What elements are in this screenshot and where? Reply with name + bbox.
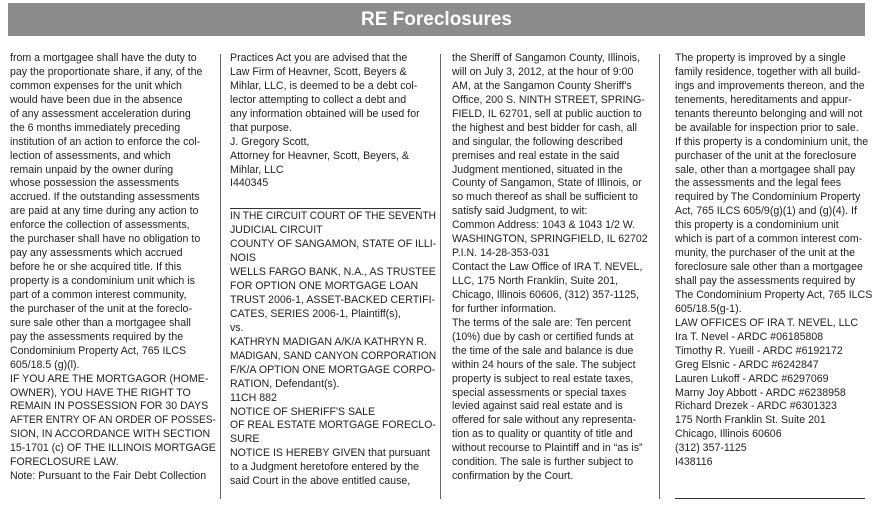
text-line: CATES, SERIES 2006-1, Plaintiff(s), [230, 307, 401, 320]
text-line: the assessments and the legal fees [675, 177, 842, 190]
text-line: I440345 [230, 177, 269, 190]
text-line: purchaser of the unit at the foreclosure [675, 149, 857, 162]
text-line: part of a common interest community, [10, 288, 187, 301]
text-line: special assessments or special taxes [452, 386, 627, 399]
text-line: confirmation by the Court. [452, 470, 574, 483]
text-line: F/K/A OPTION ONE MORTGAGE CORPO- [230, 363, 436, 376]
text-line: Mihlar, LLC, is deemed to be a debt col- [230, 79, 418, 92]
text-line: shall pay the assessments required by [675, 275, 856, 287]
text-line: the 6 months immediately preceding [10, 121, 181, 134]
text-line: the time of the sale and balance is due [452, 344, 634, 357]
text-line: pay the proportionate share, if any, of the [10, 65, 203, 78]
text-line: be available for inspection prior to sale. [675, 121, 859, 134]
text-line: Timothy R. Yueill - ARDC #6192172 [675, 344, 843, 357]
text-line: Marny Joy Abbott - ARDC #6238958 [675, 386, 846, 399]
text-line: tenements, hereditaments and appur- [675, 93, 852, 106]
text-line: Greg Elsnic - ARDC #6242847 [675, 358, 819, 371]
text-line: FORECLOSURE LAW. [10, 456, 119, 469]
text-line: MADIGAN, SAND CANYON CORPORATION [230, 349, 437, 362]
text-line: WASHINGTON, SPRINGFIELD, IL 62702 [452, 233, 648, 246]
text-line: will on July 3, 2012, at the hour of 9:00 [452, 65, 634, 78]
text-line: AFTER ENTRY OF AN ORDER OF POSSES- [10, 414, 216, 427]
text-line: (312) 357-1125 [675, 442, 747, 455]
text-line: so much thereof as shall be sufficient to [452, 191, 638, 204]
text-line: munity, the purchaser of the unit at the [675, 247, 856, 260]
text-line: I438116 [675, 456, 713, 469]
text-line: P.I.N. 14-28-353-031 [452, 247, 550, 260]
text-line: are paid at any time during any action to [10, 205, 199, 218]
text-line: lection of assessments, and which [10, 149, 171, 162]
text-line: FIELD, IL 62701, sell at public auction to [452, 107, 642, 120]
text-line: LAW OFFICES OF IRA T. NEVEL, LLC [675, 316, 859, 329]
text-line: levied against said real estate and is [452, 400, 623, 413]
text-line: sure sale other than a mortgagee shall [10, 316, 191, 329]
text-line: offered for sale without any representa- [452, 414, 637, 427]
text-line: tenants thereunto belonging and will not [675, 107, 863, 120]
text-line: Richard Drezek - ARDC #6301323 [675, 400, 837, 413]
text-line: If this property is a condominium unit, the [675, 135, 869, 148]
text-line: Note: Pursuant to the Fair Debt Collection [10, 470, 207, 483]
text-line: and singular, the following described [452, 135, 623, 148]
text-line: the highest and best bidder for cash, all [452, 121, 637, 134]
text-line: Condominium Property Act, 765 ILCS [10, 344, 187, 357]
text-line: the Sheriff of Sangamon County, Illinois, [452, 52, 641, 64]
text-line: The property is improved by a single [675, 52, 846, 64]
text-line: from a mortgagee shall have the duty to [10, 52, 197, 64]
text-line: the purchaser shall have no obligation to [10, 233, 201, 246]
text-line: within 24 hours of the sale. The subject [452, 358, 636, 371]
text-line: Chicago, Illinois 60606 [675, 428, 782, 441]
text-line: whose possession the assessments [10, 177, 179, 190]
column-divider [220, 54, 221, 499]
text-line: any information obtained will be used for [230, 107, 420, 120]
text-line: would have been due in the absence [10, 93, 183, 106]
text-line: common expenses for the unit which [10, 79, 182, 92]
text-line: The terms of the sale are: Ten percent [452, 316, 631, 329]
text-line: the purchaser of the unit at the foreclo- [10, 302, 192, 315]
text-line: this property is a condominium unit [675, 219, 839, 232]
text-line: (10%) due by cash or certified funds at [452, 330, 634, 343]
text-line: NOIS [230, 252, 256, 265]
text-line: FOR OPTION ONE MORTGAGE LOAN [230, 280, 419, 293]
text-line: JUDICIAL CIRCUIT [230, 224, 323, 237]
column-1 [10, 52, 216, 484]
column-divider [659, 54, 660, 499]
text-line: condition. The sale is further subject to [452, 456, 634, 469]
text-line: Attorney for Heavner, Scott, Beyers, & [230, 149, 409, 162]
text-line: tion as to quality or quantity of title and [452, 428, 633, 441]
text-line: 605/18.5 (g)(l). [10, 358, 80, 371]
text-line: vs. [230, 321, 244, 334]
text-line: institution of an action to enforce the col- [10, 135, 201, 148]
text-line: 15-1701 (c) OF THE ILLINOIS MORTGAGE [10, 442, 216, 455]
text-line: said Court in the above entitled cause, [230, 475, 411, 488]
text-line: KATHRYN MADIGAN A/K/A KATHRYN R. [230, 335, 428, 348]
column-2 [230, 52, 436, 489]
section-header [8, 3, 865, 36]
text-line: pay the assessments required by the [10, 330, 184, 343]
text-line: before he or she acquired title. If this [10, 261, 182, 274]
text-line: IF YOU ARE THE MORTGAGOR (HOME- [10, 372, 209, 385]
text-line: to a Judgment heretofore entered by the [230, 461, 420, 474]
column-3 [452, 52, 658, 484]
text-line: TRUST 2006-1, ASSET-BACKED CERTIFI- [230, 294, 436, 306]
text-line: property is subject to real estate taxes, [452, 372, 634, 385]
text-line: IN THE CIRCUIT COURT OF THE SEVENTH [230, 210, 437, 223]
text-line: Contact the Law Office of IRA T. NEVEL, [452, 261, 643, 274]
column-divider [440, 54, 441, 499]
text-line: accrued. If the outstanding assessments [10, 191, 200, 204]
text-line: Mihlar, LLC [230, 163, 284, 176]
text-line: Act, 765 ILCS 605/9(g)(1) and (g)(4). If [675, 205, 857, 218]
text-line: 605/18.5(g-1). [675, 302, 742, 315]
text-line: OF REAL ESTATE MORTGAGE FORECLO- [230, 419, 436, 432]
section-title: RE Foreclosures [361, 8, 512, 30]
text-line: satisfy said Judgment, to wit: [452, 205, 588, 218]
column-4 [675, 52, 874, 470]
text-line: 11CH 882 [230, 391, 277, 404]
text-line: Judgment mentioned, situated in the [452, 163, 623, 176]
text-line: ings and improvements thereon, and the [675, 79, 865, 92]
text-line: Office, 200 S. NINTH STREET, SPRING- [452, 93, 645, 106]
text-line: 175 North Franklin St. Suite 201 [675, 414, 826, 427]
text-line: LLC, 175 North Franklin, Suite 201, [452, 275, 619, 287]
text-line: Lauren Lukoff - ARDC #6297069 [675, 372, 829, 385]
text-line: enforce the collection of assessments, [10, 219, 190, 232]
notice-separator [230, 208, 421, 209]
text-line: that purpose. [230, 121, 292, 134]
text-line: NOTICE OF SHERIFF'S SALE [230, 405, 376, 418]
text-line: property is a condominium unit which is [10, 275, 195, 287]
text-line: lector attempting to collect a debt and [230, 93, 407, 106]
text-line: J. Gregory Scott, [230, 135, 310, 148]
text-line: WELLS FARGO BANK, N.A., AS TRUSTEE [230, 266, 436, 279]
text-line: for further information. [452, 302, 557, 315]
text-line: pay any assessments which accrued [10, 247, 183, 260]
text-line: Practices Act you are advised that the [230, 52, 408, 64]
text-line: SURE [230, 433, 260, 446]
text-line: foreclosure sale other than a mortgagee [675, 261, 863, 274]
text-line: SION, IN ACCORDANCE WITH SECTION [10, 428, 211, 441]
text-line: Chicago, Illinois 60606, (312) 357-1125, [452, 288, 640, 301]
text-line: RATION, Defendant(s). [230, 377, 340, 390]
notice-separator [675, 498, 865, 499]
text-line: AM, at the Sangamon County Sheriff's [452, 79, 632, 92]
text-line: NOTICE IS HEREBY GIVEN that pursuant [230, 447, 430, 460]
text-line: remain unpaid by the owner during [10, 163, 174, 176]
text-line: sale, other than a mortgagee shall pay [675, 163, 856, 176]
text-line: Common Address: 1043 & 1043 1/2 W. [452, 219, 636, 232]
text-line: Ira T. Nevel - ARDC #06185808 [675, 330, 824, 343]
text-line: County of Sangamon, State of Illinois, or [452, 177, 642, 190]
text-line: family residence, together with all build- [675, 65, 861, 78]
text-line: required by The Condominium Property [675, 191, 861, 204]
text-line: without recourse to Plaintiff and in “as is” [452, 442, 643, 455]
text-line: of any assessment acceleration during [10, 107, 191, 120]
text-line: OWNER), YOU HAVE THE RIGHT TO [10, 386, 191, 399]
text-line: The Condominium Property Act, 765 ILCS [675, 288, 873, 301]
text-line: REMAIN IN POSSESSION FOR 30 DAYS [10, 400, 209, 413]
text-line: COUNTY OF SANGAMON, STATE OF ILLI- [230, 238, 437, 251]
text-line: Law Firm of Heavner, Scott, Beyers & [230, 65, 407, 78]
text-line: which is part of a common interest com- [675, 233, 863, 246]
text-line: premises and real estate in the said [452, 149, 620, 162]
